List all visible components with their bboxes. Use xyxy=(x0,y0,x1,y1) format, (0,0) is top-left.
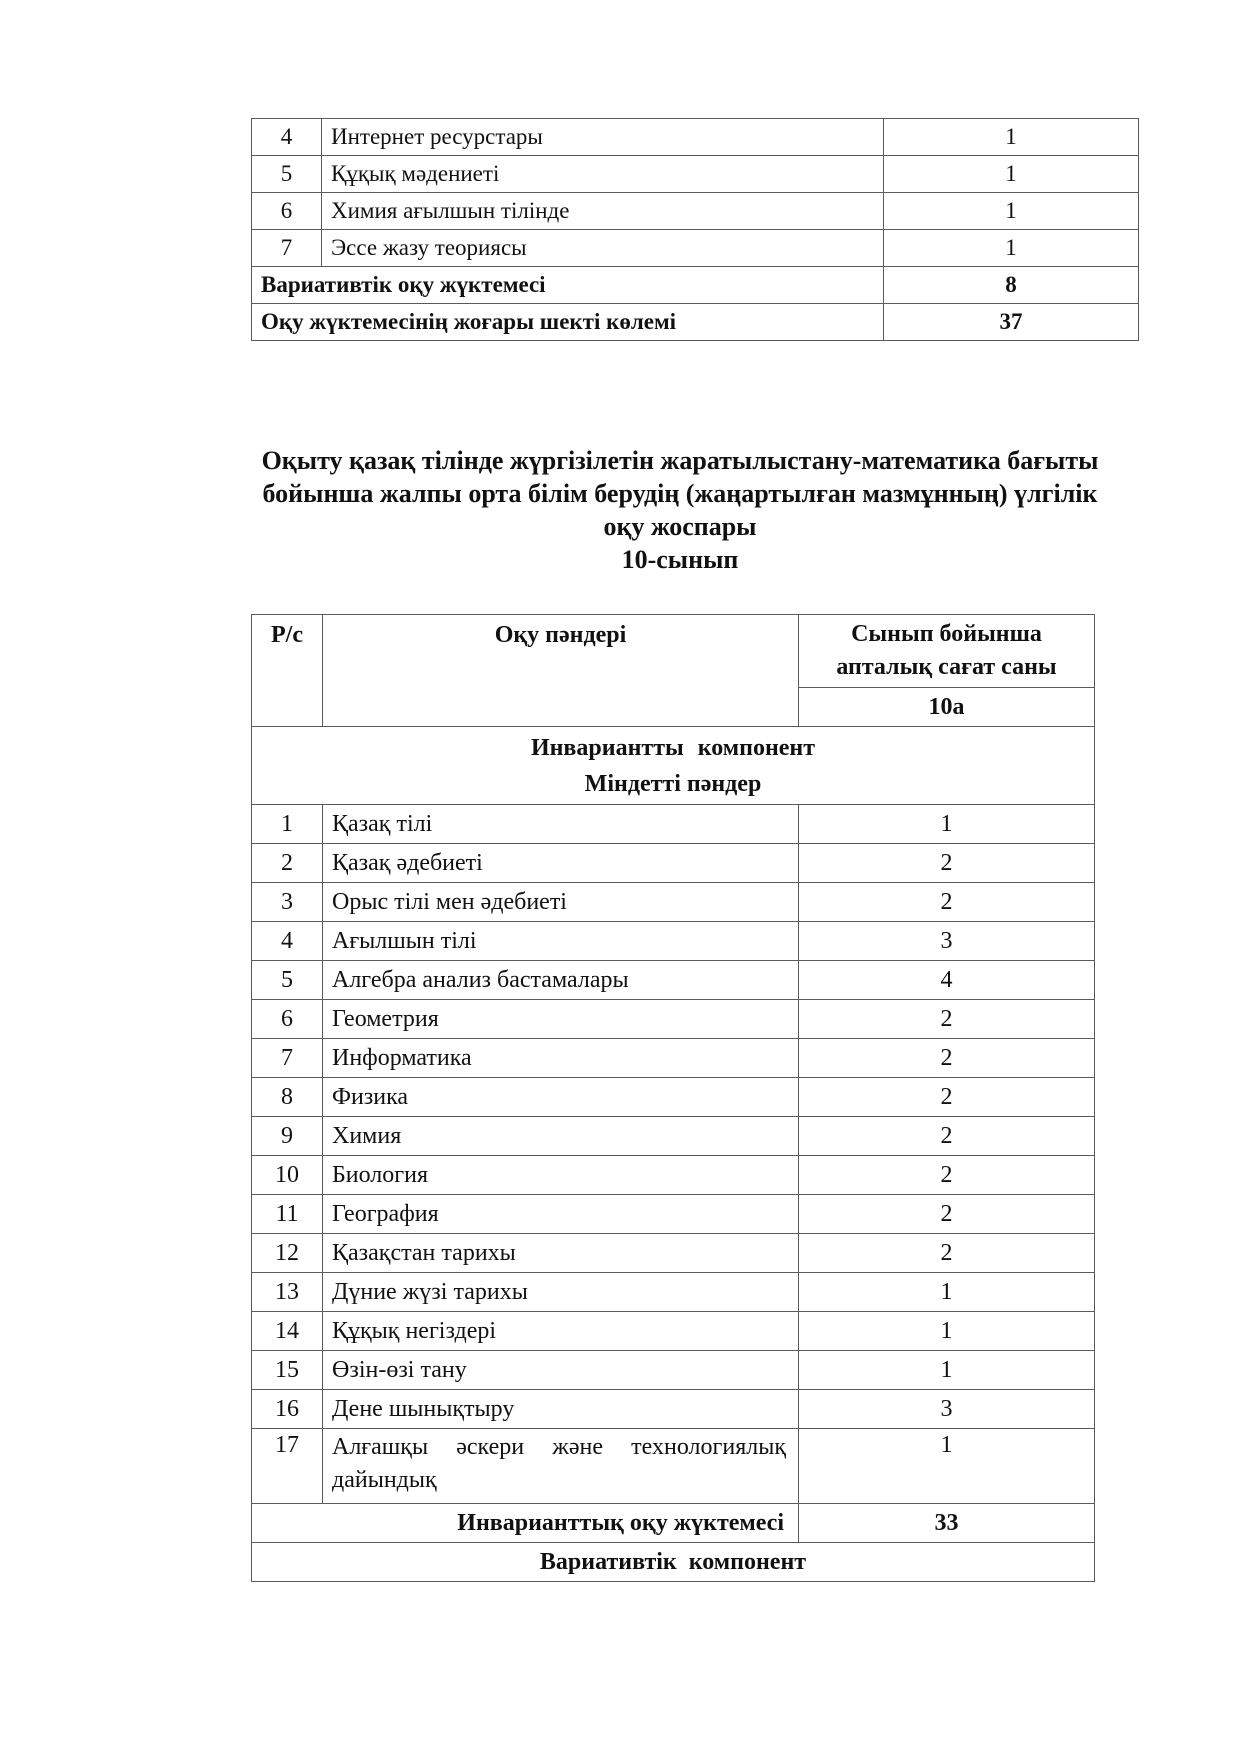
table-row xyxy=(252,1429,1095,1504)
hours-value: 2 xyxy=(799,1117,1095,1156)
hours-value: 1 xyxy=(799,1312,1095,1351)
curriculum-table xyxy=(251,614,1095,1582)
subject-name: Биология xyxy=(323,1156,799,1195)
row-number: 11 xyxy=(252,1195,323,1234)
header-weekly-hours xyxy=(799,615,1095,688)
subject-name: Дене шынықтыру xyxy=(323,1390,799,1429)
hours-value: 4 xyxy=(799,961,1095,1000)
header-row xyxy=(252,615,1095,688)
table-row xyxy=(252,156,1139,193)
title-line-3: оқу жоспары xyxy=(603,512,757,541)
subject-name: Химия ағылшын тілінде xyxy=(322,193,884,230)
header-weekly-hours-line2: апталық сағат саны xyxy=(836,654,1057,680)
table-row xyxy=(252,961,1095,1000)
variative-load-row xyxy=(252,267,1139,304)
invariant-section-row xyxy=(252,727,1095,805)
row-number: 9 xyxy=(252,1117,323,1156)
row-number: 4 xyxy=(252,119,322,156)
table-row xyxy=(252,1156,1095,1195)
table-row xyxy=(252,922,1095,961)
variative-section-row xyxy=(252,1543,1095,1582)
subject-name: Ағылшын тілі xyxy=(323,922,799,961)
subject-name: Химия xyxy=(323,1117,799,1156)
subject-name: Қазақ әдебиеті xyxy=(323,844,799,883)
header-weekly-hours-line1: Сынып бойынша xyxy=(851,621,1042,647)
subject-name: Физика xyxy=(323,1078,799,1117)
hours-value: 2 xyxy=(799,1156,1095,1195)
max-load-label: Оқу жүктемесінің жоғары шекті көлемі xyxy=(252,304,884,341)
row-number: 4 xyxy=(252,922,323,961)
hours-value: 2 xyxy=(799,1195,1095,1234)
invariant-load-label: Инварианттық оқу жүктемесі xyxy=(252,1504,799,1543)
table-row xyxy=(252,1312,1095,1351)
table-row xyxy=(252,1351,1095,1390)
title-line-2: бойынша жалпы орта білім берудің (жаңартылған мазмұнның) үлгілік xyxy=(262,479,1098,508)
subject-name: Дүние жүзі тарихы xyxy=(323,1273,799,1312)
table-row xyxy=(252,805,1095,844)
invariant-section-header xyxy=(252,727,1095,805)
variative-component-label: Вариативтік компонент xyxy=(252,1543,1095,1582)
row-number: 13 xyxy=(252,1273,323,1312)
hours-value: 2 xyxy=(799,883,1095,922)
hours-value: 1 xyxy=(799,1351,1095,1390)
subject-name: Орыс тілі мен әдебиеті xyxy=(323,883,799,922)
table-row xyxy=(252,230,1139,267)
hours-value: 1 xyxy=(799,1273,1095,1312)
hours-value: 1 xyxy=(799,805,1095,844)
subject-name: Информатика xyxy=(323,1039,799,1078)
table-row xyxy=(252,1195,1095,1234)
hours-value: 3 xyxy=(799,922,1095,961)
max-load-row xyxy=(252,304,1139,341)
table-row xyxy=(252,119,1139,156)
row-number: 17 xyxy=(252,1429,323,1504)
header-subjects: Оқу пәндері xyxy=(323,615,799,727)
row-number: 10 xyxy=(252,1156,323,1195)
table-row xyxy=(252,193,1139,230)
row-number: 6 xyxy=(252,1000,323,1039)
row-number: 6 xyxy=(252,193,322,230)
hours-value: 2 xyxy=(799,1234,1095,1273)
row-number: 16 xyxy=(252,1390,323,1429)
row-number: 3 xyxy=(252,883,323,922)
invariant-component-label: Инвариантты компонент xyxy=(530,734,816,761)
hours-value: 1 xyxy=(884,230,1139,267)
table-row xyxy=(252,1000,1095,1039)
row-number: 5 xyxy=(252,156,322,193)
row-number: 2 xyxy=(252,844,323,883)
subject-name: Алгебра анализ бастамалары xyxy=(323,961,799,1000)
row-number: 15 xyxy=(252,1351,323,1390)
invariant-load-value: 33 xyxy=(799,1504,1095,1543)
variative-load-value: 8 xyxy=(884,267,1139,304)
table-row xyxy=(252,883,1095,922)
subject-name: Геометрия xyxy=(323,1000,799,1039)
subject-name: Алғашқы әскери және технологиялық дайындық xyxy=(323,1429,799,1504)
subject-name: География xyxy=(323,1195,799,1234)
table-row xyxy=(252,1390,1095,1429)
row-number: 14 xyxy=(252,1312,323,1351)
max-load-value: 37 xyxy=(884,304,1139,341)
table-row xyxy=(252,1039,1095,1078)
hours-value: 2 xyxy=(799,1078,1095,1117)
row-number: 8 xyxy=(252,1078,323,1117)
hours-value: 1 xyxy=(884,119,1139,156)
hours-value: 1 xyxy=(799,1429,1095,1504)
table-row xyxy=(252,1078,1095,1117)
table-row xyxy=(252,844,1095,883)
row-number: 1 xyxy=(252,805,323,844)
page-title xyxy=(180,444,1180,576)
subject-name: Эссе жазу теориясы xyxy=(322,230,884,267)
row-number: 5 xyxy=(252,961,323,1000)
subject-name: Өзін-өзі тану xyxy=(323,1351,799,1390)
title-line-1: Оқыту қазақ тілінде жүргізілетін жаратылыстану-математика бағыты xyxy=(261,446,1099,475)
row-number: 7 xyxy=(252,230,322,267)
hours-value: 2 xyxy=(799,844,1095,883)
hours-value: 2 xyxy=(799,1039,1095,1078)
subject-name: Құқық мәдениеті xyxy=(322,156,884,193)
mandatory-subjects-label: Міндетті пәндер xyxy=(584,770,762,797)
row-number: 12 xyxy=(252,1234,323,1273)
header-class-label: 10а xyxy=(799,688,1095,727)
title-line-4: 10-сынып xyxy=(621,545,739,574)
header-number: Р/с xyxy=(252,615,323,727)
table-row xyxy=(252,1117,1095,1156)
hours-value: 1 xyxy=(884,156,1139,193)
subject-name: Интернет ресурстары xyxy=(322,119,884,156)
subject-name: Қазақ тілі xyxy=(323,805,799,844)
subject-name: Қазақстан тарихы xyxy=(323,1234,799,1273)
table-row xyxy=(252,1234,1095,1273)
hours-value: 2 xyxy=(799,1000,1095,1039)
row-number: 7 xyxy=(252,1039,323,1078)
subject-name: Құқық негіздері xyxy=(323,1312,799,1351)
table-row xyxy=(252,1273,1095,1312)
hours-value: 1 xyxy=(884,193,1139,230)
variative-subjects-table-continued xyxy=(251,118,1139,341)
hours-value: 3 xyxy=(799,1390,1095,1429)
variative-load-label: Вариативтік оқу жүктемесі xyxy=(252,267,884,304)
invariant-load-row xyxy=(252,1504,1095,1543)
